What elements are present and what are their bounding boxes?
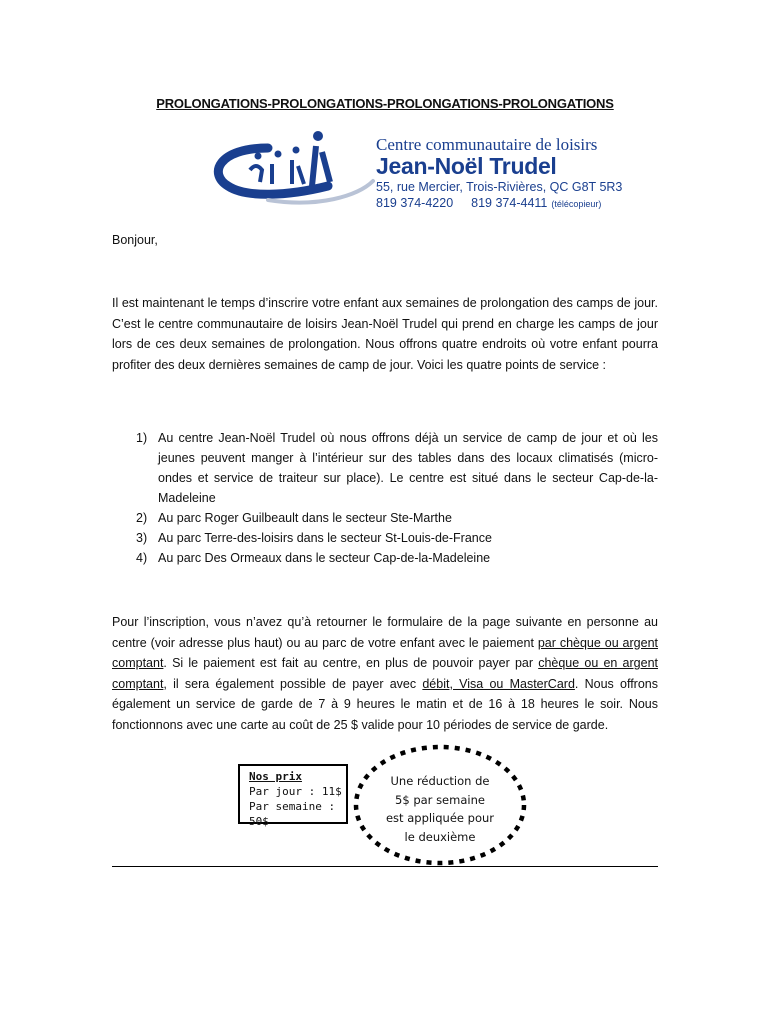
discount-line: Une réduction de [390, 774, 490, 788]
price-per-day: Par jour : 11$ [249, 785, 342, 798]
list-item [112, 508, 658, 528]
service-points-list [112, 428, 658, 568]
inscription-paragraph [112, 612, 658, 735]
logo-contact [376, 197, 622, 210]
payment-cards: débit, Visa ou MasterCard [422, 676, 575, 691]
logo-emblem-icon [208, 126, 378, 216]
logo-fax: 819 374-4411 [471, 195, 548, 210]
inscription-text-3: , il sera également possible de payer avec [163, 676, 423, 691]
discount-line: est appliquée pour [385, 811, 494, 825]
list-item-text: Au parc Des Ormeaux dans le secteur Cap-de-la-Madeleine [158, 551, 491, 565]
list-item-number: 3) [136, 531, 148, 545]
list-item-number: 2) [136, 511, 148, 525]
list-item [112, 528, 658, 548]
payment-cheque-cash: par chèque ou argent comptant [112, 635, 659, 670]
list-item-number: 4) [136, 551, 148, 565]
discount-callout [350, 742, 530, 868]
payment-cheque-cash-centre: chèque ou en argent comptant [112, 656, 658, 691]
price-title: Nos prix [249, 770, 302, 783]
list-item-text: Au parc Roger Guilbeault dans le secteur Ste-Marthe [158, 511, 452, 525]
discount-line: 5$ par semaine [395, 792, 485, 807]
inscription-text-2: . Si le paiement est fait au centre, en plus de pouvoir payer par [163, 656, 539, 670]
list-item-text: Au centre Jean-Noël Trudel où nous offrons déjà un service de camp de jour et où les jeunes peuvent manger à l’intérieur sur des tables dans des locaux climatisés (micro-ondes et service de traiteur sur place). Le centre est situé dans le secteur Cap-de-la-Madeleine [158, 431, 658, 505]
horizontal-divider [112, 866, 658, 867]
logo-text [376, 136, 622, 209]
organization-logo [208, 126, 628, 216]
logo-organization-name: Jean-Noël Trudel [376, 153, 557, 179]
logo-phone: 819 374-4220 [376, 195, 454, 210]
list-item [112, 548, 658, 568]
discount-text [370, 772, 510, 846]
intro-paragraph: Il est maintenant le temps d’inscrire votre enfant aux semaines de prolongation des camps de jour. C’est le centre communautaire de loisirs Jean-Noël Trudel qui prend en charge les camps de jour lors de ces deux semaines de prolongation. Nous offrons quatre endroits où votre enfant pourra profiter des deux dernières semaines de camp de jour. Voici les quatre points de service : [112, 296, 658, 372]
inscription-text-4: . Nous offrons également un service de garde de 7 à 9 heures le matin et de 16 à 18 heures le soir. Nous fonctionnons avec une carte au coût de 25 $ valide pour 10 périodes de service de garde. [112, 676, 658, 732]
list-item-text: Au parc Terre-des-loisirs dans le secteur St-Louis-de-France [158, 531, 492, 545]
list-item-number: 1) [136, 431, 148, 445]
logo-fax-note: (télécopieur) [551, 198, 602, 209]
logo-address: 55, rue Mercier, Trois-Rivières, QC G8T 5R3 [376, 180, 623, 194]
logo-organization-type: Centre communautaire de loisirs [376, 135, 598, 154]
price-per-week: Par semaine : 50$ [249, 800, 336, 828]
price-box [238, 764, 348, 828]
inscription-text-1: Pour l’inscription, vous n’avez qu’à retourner le formulaire de la page suivante en personne au centre (voir adresse plus haut) ou au parc de votre enfant avec le paiement [112, 615, 658, 650]
page-title: PROLONGATIONS-PROLONGATIONS-PROLONGATIONS-PROLONGATIONS [156, 96, 614, 111]
greeting: Bonjour, [112, 233, 158, 247]
discount-line: le deuxième [404, 829, 476, 844]
list-item [112, 428, 658, 508]
